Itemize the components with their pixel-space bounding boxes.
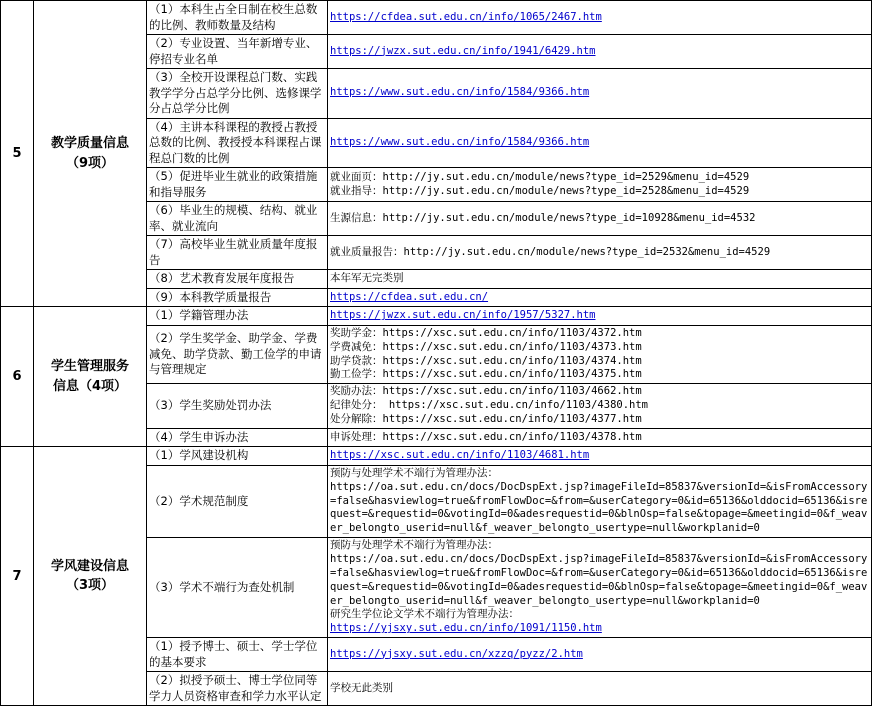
link-text[interactable]: 生源信息：http://jy.sut.edu.cn/module/news?type_id=10928&menu_id=4532	[330, 211, 756, 224]
link-text[interactable]: 勤工俭学：https://xsc.sut.edu.cn/info/1103/4375.htm	[330, 368, 642, 381]
category-line-2: （9项）	[65, 155, 115, 171]
category-line-2: （3项）	[65, 578, 115, 594]
section-number: 7	[1, 447, 34, 706]
item-link[interactable]	[328, 428, 872, 447]
category-line-1: 教学质量信息	[50, 136, 129, 152]
link-text[interactable]: https://oa.sut.edu.cn/docs/DocDspExt.jsp?imageFileId=85837&versionId=&isFromAccessory=false&hasviewlog=true&fromFlowDoc=&from=&userCategory=0&id=65136&olddocid=65136&isrequest=&requestid=0&votingId=0&adesrequestid=0&blnOsp=false&topage=&meetingid=0&f_weaver_belongto_userid=null&f_weaver_belongto_usertype=null&workplanid=0	[330, 480, 868, 535]
link-text[interactable]: 就业指导：http://jy.sut.edu.cn/module/news?type_id=2528&menu_id=4529	[330, 184, 750, 197]
link-text[interactable]: 学费减免：https://xsc.sut.edu.cn/info/1103/4373.htm	[330, 340, 642, 353]
item-label: （2）专业设置、当年新增专业、停招专业名单	[147, 35, 328, 69]
link-text[interactable]: 申诉处理：https://xsc.sut.edu.cn/info/1103/4378.htm	[330, 430, 642, 443]
section-number: 5	[1, 1, 34, 307]
item-label: （8）艺术教育发展年度报告	[147, 270, 328, 289]
note-text: 预防与处理学术不端行为管理办法：	[330, 539, 498, 552]
item-label: （4）主讲本科课程的教授占教授总数的比例、教授授本科课程占课程总门数的比例	[147, 118, 328, 168]
section-category	[34, 1, 147, 307]
link-text[interactable]: https://yjsxy.sut.edu.cn/info/1091/1150.htm	[330, 622, 602, 635]
note-text: 预防与处理学术不端行为管理办法：	[330, 466, 498, 479]
note-text: 学校无此类别	[330, 681, 393, 694]
item-label: （3）学术不端行为查处机制	[147, 538, 328, 638]
item-label: （7）高校毕业生就业质量年度报告	[147, 236, 328, 270]
item-label: （6）毕业生的规模、结构、就业率、就业流向	[147, 202, 328, 236]
item-link[interactable]	[328, 465, 872, 537]
item-link[interactable]	[328, 307, 872, 326]
table-row	[1, 447, 872, 466]
item-link[interactable]	[328, 69, 872, 119]
item-label: （9）本科教学质量报告	[147, 288, 328, 307]
item-label: （4）学生申诉办法	[147, 428, 328, 447]
link-text[interactable]: https://www.sut.edu.cn/info/1584/9366.htm	[330, 135, 590, 148]
table-row	[1, 307, 872, 326]
section-category	[34, 447, 147, 706]
category-line-1: 学生管理服务	[50, 359, 129, 375]
item-link[interactable]	[328, 35, 872, 69]
link-text[interactable]: https://cfdea.sut.edu.cn/	[330, 290, 489, 303]
link-text[interactable]: https://oa.sut.edu.cn/docs/DocDspExt.jsp?imageFileId=85837&versionId=&isFromAccessory=false&hasviewlog=true&fromFlowDoc=&from=&userCategory=0&id=65136&olddocid=65136&isrequest=&requestid=0&votingId=0&adesrequestid=0&blnOsp=false&topage=&meetingid=0&f_weaver_belongto_userid=null&f_weaver_belongto_usertype=null&workplanid=0	[330, 553, 868, 607]
note-text: 本年军无完类别	[330, 272, 404, 285]
item-link[interactable]	[328, 168, 872, 202]
item-label: （2）学生奖学金、助学金、学费减免、助学贷款、勤工俭学的申请与管理规定	[147, 325, 328, 383]
item-label: （1）本科生占全日制在校生总数的比例、教师数量及结构	[147, 1, 328, 35]
item-label: （3）全校开设课程总门数、实践教学学分占总学分比例、选修课学分占总学分比例	[147, 69, 328, 119]
item-link[interactable]	[328, 288, 872, 307]
item-link[interactable]	[328, 638, 872, 672]
link-text[interactable]: https://yjsxy.sut.edu.cn/xzzq/pyzz/2.htm	[330, 647, 583, 660]
link-text[interactable]: https://cfdea.sut.edu.cn/info/1065/2467.htm	[330, 10, 602, 23]
item-label: （2）学术规范制度	[147, 465, 328, 537]
item-label: （1）学风建设机构	[147, 447, 328, 466]
item-link[interactable]	[328, 538, 872, 638]
item-link[interactable]	[328, 447, 872, 466]
item-label: （1）授予博士、硕士、学士学位的基本要求	[147, 638, 328, 672]
item-link[interactable]	[328, 325, 872, 383]
item-note	[328, 672, 872, 706]
item-label: （2）拟授予硕士、博士学位同等学力人员资格审查和学力水平认定	[147, 672, 328, 706]
item-label: （5）促进毕业生就业的政策措施和指导服务	[147, 168, 328, 202]
link-text[interactable]: 纪律处分： https://xsc.sut.edu.cn/info/1103/4380.htm	[330, 399, 649, 412]
category-line-2: 信息（4项）	[52, 378, 128, 394]
link-text[interactable]: 就业面页：http://jy.sut.edu.cn/module/news?type_id=2529&menu_id=4529	[330, 170, 750, 183]
link-text[interactable]: https://xsc.sut.edu.cn/info/1103/4681.htm	[330, 449, 590, 462]
link-text[interactable]: 就业质量报告：http://jy.sut.edu.cn/module/news?type_id=2532&menu_id=4529	[330, 245, 771, 258]
item-note	[328, 270, 872, 289]
link-text[interactable]: https://jwzx.sut.edu.cn/info/1941/6429.htm	[330, 44, 596, 57]
link-text[interactable]: https://jwzx.sut.edu.cn/info/1957/5327.htm	[330, 309, 596, 322]
item-link[interactable]	[328, 202, 872, 236]
link-text[interactable]: 奖助学金：https://xsc.sut.edu.cn/info/1103/4372.htm	[330, 326, 642, 339]
link-text[interactable]: 奖励办法：https://xsc.sut.edu.cn/info/1103/4662.htm	[330, 385, 642, 398]
section-category	[34, 307, 147, 447]
item-link[interactable]	[328, 118, 872, 168]
item-link[interactable]	[328, 236, 872, 270]
link-text[interactable]: 处分解除：https://xsc.sut.edu.cn/info/1103/4377.htm	[330, 412, 642, 425]
item-link[interactable]	[328, 1, 872, 35]
item-label: （3）学生奖励处罚办法	[147, 384, 328, 429]
item-link[interactable]	[328, 384, 872, 429]
link-text[interactable]: 助学贷款：https://xsc.sut.edu.cn/info/1103/4374.htm	[330, 354, 642, 367]
table-row	[1, 1, 872, 35]
link-text[interactable]: https://www.sut.edu.cn/info/1584/9366.htm	[330, 86, 590, 99]
category-line-1: 学风建设信息	[50, 558, 129, 574]
section-number: 6	[1, 307, 34, 447]
note-text: 研究生学位论文学术不端行为管理办法：	[330, 608, 519, 621]
table-body	[1, 1, 872, 706]
item-label: （1）学籍管理办法	[147, 307, 328, 326]
